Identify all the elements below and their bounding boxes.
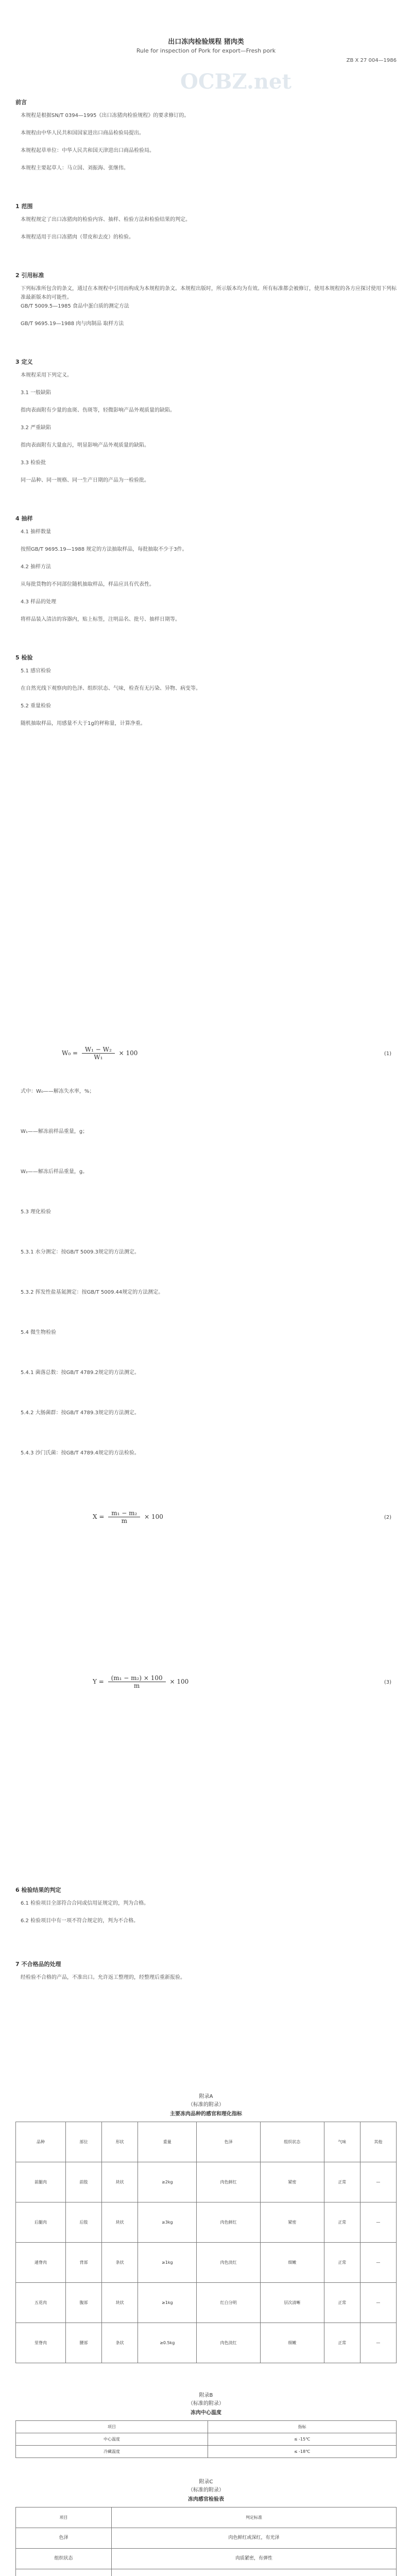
table-cell: 细嫩 — [260, 2243, 324, 2283]
table-row — [16, 2243, 397, 2283]
table-header-cell: 指标 — [208, 2421, 397, 2433]
table-header-cell: 气味 — [324, 2122, 360, 2162]
section-heading: 1 范围 — [15, 203, 33, 210]
table-cell: 层次清晰 — [260, 2283, 324, 2323]
paragraph: GB/T 9695.19—1988 肉与肉制品 取样方法 — [21, 321, 124, 327]
section-heading: 2 引用标准 — [15, 272, 44, 279]
appendix-c-label: 附录C — [199, 2479, 213, 2485]
standard-number: ZB X 27 004—1986 — [346, 58, 397, 63]
paragraph: 本规程主要起草人：马立国、刘振海、张继伟。 — [21, 165, 129, 171]
paragraph: 5.3 理化检验 — [21, 1209, 52, 1215]
paragraph: 经检验不合格的产品，不准出口。允许返工整理的，经整理后重新报验。 — [21, 1975, 185, 1980]
paragraph: 本规程由中华人民共和国国家进出口商品检验局提出。 — [21, 130, 144, 136]
paragraph: 5.4.2 大肠菌群：按GB/T 4789.3规定的方法测定。 — [21, 1410, 140, 1416]
table-cell: ≥1kg — [138, 2243, 197, 2283]
appendix-b-label: 附录B — [199, 2393, 213, 2398]
watermark: OCBZ.net — [180, 70, 291, 94]
table-cell: 条状 — [102, 2243, 138, 2283]
table-cell: ≤ -18℃ — [208, 2446, 397, 2458]
formula-tail: × 100 — [144, 1513, 163, 1520]
table-row — [16, 2433, 397, 2446]
paragraph: 指肉表面附有大量血污，明显影响产品外观质量的缺陷。 — [21, 443, 149, 448]
paragraph: 3.2 严重缺陷 — [21, 425, 52, 431]
formula-denominator: W₁ — [94, 1054, 103, 1061]
paragraph: 本规程是根据SN/T 0394—1995《出口冻猪肉检验规程》的要求修订的。 — [21, 113, 190, 118]
table-header-cell: 判定标准 — [111, 2507, 396, 2528]
table-cell: 块状 — [102, 2162, 138, 2202]
table-cell: 色泽 — [16, 2528, 112, 2549]
section-heading: 6 检验结果的判定 — [15, 1887, 61, 1893]
table-header-row — [16, 2122, 397, 2162]
paragraph: 本规程规定了出口冻猪肉的检验内容、抽样、检验方法和检验结果的判定。 — [21, 217, 191, 223]
paragraph: 随机抽取样品，用感量不大于1g的秤称量，计算净重。 — [21, 721, 146, 726]
equation-number: (2) — [384, 1515, 391, 1520]
paragraph: 5.4.3 沙门氏菌：按GB/T 4789.4规定的方法检验。 — [21, 1450, 140, 1456]
table-cell: 正常 — [324, 2323, 360, 2363]
formula-protein: Y = $\frac{\text{(m₁ − m₂) × 100}}{m}$ × 100 — [93, 1674, 189, 1689]
table-header-cell: 形状 — [102, 2122, 138, 2162]
section-heading: 7 不合格品的处理 — [15, 1961, 61, 1968]
appendix-b-table — [15, 2420, 397, 2458]
table-cell: 正常 — [324, 2202, 360, 2243]
paragraph: 本规程起草单位：中华人民共和国天津进出口商品检验局。 — [21, 148, 154, 154]
paragraph: 4.1 抽样数量 — [21, 529, 52, 535]
table-cell: 腹部 — [65, 2283, 101, 2323]
section-heading: 3 定义 — [15, 359, 33, 365]
formula-numerator: (m₁ − m₂) × 100 — [108, 1674, 166, 1682]
table-cell: 五花肉 — [16, 2283, 66, 2323]
table-cell: 通脊肉 — [16, 2243, 66, 2283]
paragraph: 4.2 抽样方法 — [21, 564, 52, 570]
table-cell: 冷藏温度 — [16, 2446, 208, 2458]
document-subtitle: Rule for inspection of Pork for export—Fresh pork — [136, 47, 276, 54]
document-title: 出口冻肉检验规程 猪肉类 — [168, 38, 244, 46]
paragraph: 5.3.2 挥发性盐基氮测定：按GB/T 5009.44规定的方法测定。 — [21, 1290, 164, 1295]
appendix-a-table — [15, 2122, 397, 2363]
paragraph: 5.2 重量检验 — [21, 703, 52, 709]
paragraph: 从每批货物的不同部位随机抽取样品，样品应具有代表性。 — [21, 582, 154, 587]
table-cell: 肉质紧密，有弹性 — [111, 2549, 396, 2569]
table-cell: ≤ -15℃ — [208, 2433, 397, 2446]
paragraph: 下列标准所包含的条文，通过在本规程中引用而构成为本规程的条文。本规程出版时，所示版本均为有效。所有标准都会被修订，使用本规程的各方应探讨使用下列标准最新版本的可能性。 — [21, 286, 397, 300]
appendix-c-note: （标准的附录） — [188, 2487, 224, 2493]
paragraph: 将样品装入清洁的容器内，贴上标签，注明品名、批号、抽样日期等。 — [21, 617, 180, 622]
formula-lhs: Y — [93, 1678, 97, 1685]
table-cell: 中心温度 — [16, 2433, 208, 2446]
table-cell: — — [360, 2202, 396, 2243]
paragraph: 5.3.1 水分测定：按GB/T 5009.3规定的方法测定。 — [21, 1249, 140, 1255]
paragraph: 3.3 检验批 — [21, 460, 46, 466]
formula-lhs: X — [93, 1513, 97, 1520]
formula-fat: X = $\frac{\text{m₁ − m₂}}{m}$ × 100 — [93, 1510, 163, 1524]
paragraph: GB/T 5009.5—1985 食品中蛋白质的测定方法 — [21, 303, 129, 309]
table-header-cell: 色泽 — [197, 2122, 261, 2162]
table-cell: 正常 — [324, 2283, 360, 2323]
table-cell: 正常 — [324, 2162, 360, 2202]
table-row — [16, 2528, 397, 2549]
table-header-cell: 项目 — [16, 2507, 112, 2528]
section-heading: 5 检验 — [15, 654, 33, 661]
section-heading: 4 抽样 — [15, 515, 33, 522]
formula-numerator: W₁ − W₂ — [82, 1046, 115, 1054]
table-header-cell: 品种 — [16, 2122, 66, 2162]
table-cell: 前腿肉 — [16, 2162, 66, 2202]
table-cell: 红白分明 — [197, 2283, 261, 2323]
appendix-b-note: （标准的附录） — [188, 2401, 224, 2406]
table-header-row — [16, 2421, 397, 2433]
table-cell: ≥0.5kg — [138, 2323, 197, 2363]
formula-loss: W₀ = $\frac{\text{W₁ − W₂}}{\text{W₁}}$ × 100 — [62, 1046, 138, 1061]
table-row — [16, 2323, 397, 2363]
table-cell: 条状 — [102, 2323, 138, 2363]
section-heading: 前言 — [15, 99, 27, 106]
table-cell: 紧密 — [260, 2162, 324, 2202]
table-cell: — — [360, 2323, 396, 2363]
paragraph: 本规程适用于出口冻猪肉（带皮和去皮）的检验。 — [21, 234, 134, 240]
table-cell — [16, 2569, 112, 2576]
paragraph: 6.2 检验项目中有一项不符合规定的，判为不合格。 — [21, 1918, 139, 1924]
table-cell: 块状 — [102, 2283, 138, 2323]
paragraph: W₂——解冻后样品重量，g。 — [21, 1169, 88, 1175]
table-cell: — — [360, 2162, 396, 2202]
paragraph: 在自然光线下观察肉的色泽、组织状态、气味，检查有无污染、异物、病变等。 — [21, 686, 201, 691]
table-cell: 紧密 — [260, 2202, 324, 2243]
table-cell: 肉色鲜红 — [197, 2202, 261, 2243]
paragraph: 指肉表面附有少量的血斑、伤斑等，轻微影响产品外观质量的缺陷。 — [21, 408, 175, 413]
paragraph: 5.4.1 菌落总数：按GB/T 4789.2规定的方法测定。 — [21, 1370, 140, 1376]
formula-numerator: m₁ − m₂ — [108, 1510, 140, 1517]
paragraph: 5.1 感官检验 — [21, 668, 52, 674]
table-row — [16, 2162, 397, 2202]
table-cell: 肉色鲜红 — [197, 2162, 261, 2202]
table-header-cell: 其他 — [360, 2122, 396, 2162]
table-cell: 肉色鲜红或深红，有光泽 — [111, 2528, 396, 2549]
table-cell: 后肢 — [65, 2202, 101, 2243]
paragraph: 同一品种、同一规格、同一生产日期的产品为一检验批。 — [21, 478, 149, 483]
table-cell: 肉色淡红 — [197, 2323, 261, 2363]
table-cell: 后腿肉 — [16, 2202, 66, 2243]
appendix-c-title: 冻肉感官检验表 — [188, 2497, 224, 2502]
table-cell: ≥1kg — [138, 2283, 197, 2323]
table-row — [16, 2446, 397, 2458]
table-row — [16, 2569, 397, 2576]
table-cell: 里脊肉 — [16, 2323, 66, 2363]
table-cell: 细嫩 — [260, 2323, 324, 2363]
formula-denominator: m — [133, 1682, 140, 1689]
appendix-c-table — [15, 2507, 397, 2576]
formula-tail: × 100 — [118, 1049, 138, 1057]
paragraph: 5.4 微生物检验 — [21, 1330, 57, 1335]
appendix-a-note: （标准的附录） — [188, 2102, 224, 2108]
table-cell: ≥2kg — [138, 2162, 197, 2202]
paragraph: 3.1 一般缺陷 — [21, 390, 52, 396]
paragraph: 6.1 检验项目全部符合合同或信用证规定的，判为合格。 — [21, 1901, 149, 1906]
formula-lhs: W₀ — [62, 1049, 71, 1057]
table-header-cell: 项目 — [16, 2421, 208, 2433]
table-row — [16, 2283, 397, 2323]
table-cell: — — [360, 2283, 396, 2323]
table-row — [16, 2202, 397, 2243]
table-cell: 腰部 — [65, 2323, 101, 2363]
paragraph: 式中：W₀——解冻失水率，%； — [21, 1089, 95, 1094]
table-header-cell: 组织状态 — [260, 2122, 324, 2162]
paragraph: 本规程采用下列定义。 — [21, 372, 72, 378]
table-cell: 块状 — [102, 2202, 138, 2243]
table-header-cell: 部位 — [65, 2122, 101, 2162]
paragraph: 4.3 样品的处理 — [21, 599, 57, 605]
equation-number: (3) — [384, 1680, 391, 1685]
table-cell: 前肢 — [65, 2162, 101, 2202]
table-cell: 肉色淡红 — [197, 2243, 261, 2283]
paragraph: W₁——解冻前样品重量，g； — [21, 1129, 88, 1134]
table-cell: 正常 — [324, 2243, 360, 2283]
paragraph: 按照GB/T 9695.19—1988 规定的方法抽取样品，每批抽取不少于3件。 — [21, 547, 187, 552]
formula-denominator: m — [121, 1517, 127, 1524]
equation-number: (1) — [384, 1051, 391, 1057]
appendix-b-title: 冻肉中心温度 — [191, 2410, 221, 2416]
appendix-a-label: 附录A — [199, 2094, 213, 2099]
table-row — [16, 2549, 397, 2569]
table-cell: 组织状态 — [16, 2549, 112, 2569]
table-header-row — [16, 2507, 397, 2528]
table-cell: 背部 — [65, 2243, 101, 2283]
table-cell — [111, 2569, 396, 2576]
table-header-cell: 重量 — [138, 2122, 197, 2162]
formula-tail: × 100 — [169, 1678, 189, 1685]
appendix-a-title: 主要冻肉品种的感官和理化指标 — [170, 2111, 242, 2117]
table-cell: — — [360, 2243, 396, 2283]
table-cell: ≥3kg — [138, 2202, 197, 2243]
